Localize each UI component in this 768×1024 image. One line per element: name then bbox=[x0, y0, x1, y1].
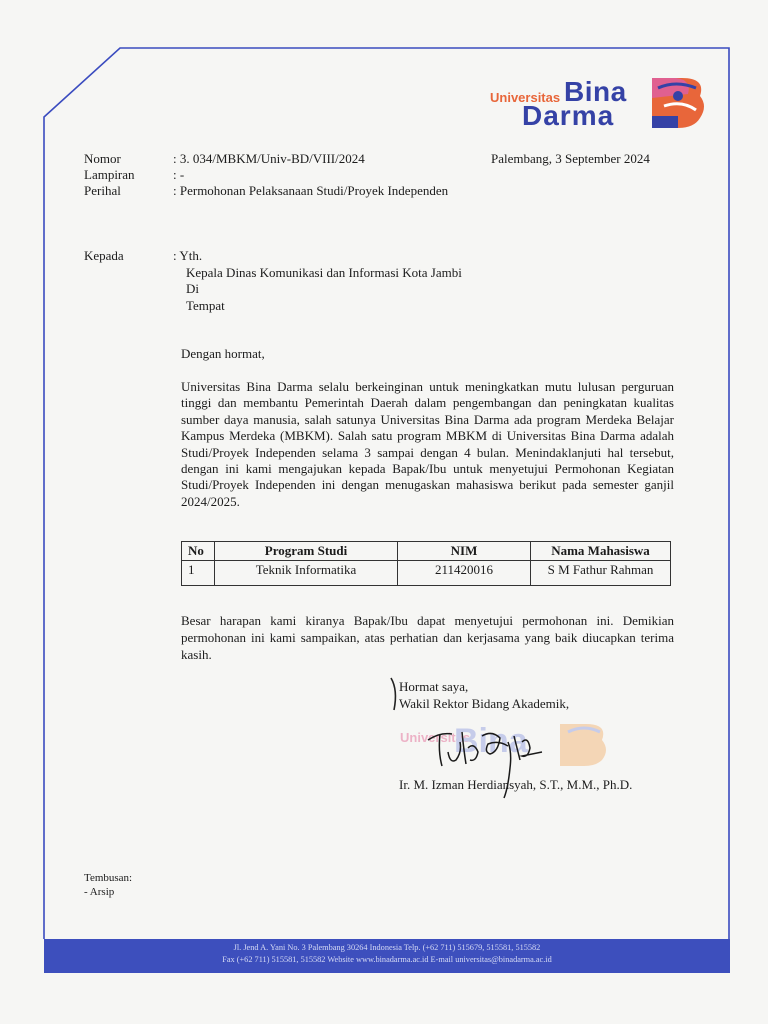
cell-nama-mahasiswa: S M Fathur Rahman bbox=[531, 561, 671, 586]
footer-address: Jl. Jend A. Yani No. 3 Palembang 30264 Indonesia Telp. (+62 711) 515679, 515581, 515582 bbox=[233, 943, 541, 952]
cell-nim: 211420016 bbox=[398, 561, 531, 586]
table-header-row bbox=[182, 542, 671, 561]
header-nim: NIM bbox=[398, 542, 531, 561]
logo-word-darma: Darma bbox=[522, 100, 615, 131]
signature-title: Wakil Rektor Bidang Akademik, bbox=[399, 696, 570, 711]
label-lampiran: Lampiran bbox=[84, 167, 135, 182]
header-no: No bbox=[182, 542, 215, 561]
logo-prefix: Universitas bbox=[490, 90, 561, 105]
place-date: Palembang, 3 September 2024 bbox=[491, 151, 650, 166]
recipient-line-2: Di bbox=[186, 281, 199, 296]
value-nomor: : 3. 034/MBKM/Univ-BD/VIII/2024 bbox=[173, 151, 365, 166]
label-nomor: Nomor bbox=[84, 151, 121, 166]
tembusan-label: Tembusan: bbox=[84, 872, 133, 884]
table-row bbox=[182, 561, 671, 586]
value-perihal: : Permohonan Pelaksanaan Studi/Proyek Independen bbox=[173, 183, 449, 198]
header-program-studi: Program Studi bbox=[215, 542, 398, 561]
university-logo bbox=[486, 76, 712, 132]
signatory-name: Ir. M. Izman Herdiansyah, S.T., M.M., Ph.D. bbox=[399, 777, 633, 792]
footer-contact: Fax (+62 711) 515581, 515582 Website www.binadarma.ac.id E-mail universitas@binadarma.ac.id bbox=[222, 955, 552, 964]
header-nama-mahasiswa: Nama Mahasiswa bbox=[531, 542, 671, 561]
label-perihal: Perihal bbox=[84, 183, 121, 198]
signature-tick-mark bbox=[388, 676, 402, 712]
logo-emblem-icon bbox=[648, 76, 710, 130]
label-kepada: Kepada bbox=[84, 248, 124, 263]
value-kepada: : Yth. bbox=[173, 248, 203, 263]
recipient-line-3: Tempat bbox=[186, 298, 225, 313]
tembusan-item: - Arsip bbox=[84, 886, 115, 898]
body-paragraph: Universitas Bina Darma selalu berkeinginan untuk meningkatkan mutu lulusan perguruan tinggi dan membantu Pemerintah Daerah dalam pengembangan dan peningkatan kualitas sumber daya manusia, salah satunya Universitas Bina Darma ada program Merdeka Belajar Kampus Merdeka (MBKM). Salah satu program MBKM di Universitas Bina Darma adalah Studi/Proyek Independen selama 3 sampai dengan 4 bulan. Menindaklanjuti hal tersebut, dengan ini kami mengajukan kepada Bapak/Ibu untuk menyetujui Permohonan Kegiatan Studi/Proyek Independen ini dengan menugaskan mahasiswa berikut pada semester ganjil 2024/2025. bbox=[181, 379, 674, 509]
stamp-word: Bina bbox=[454, 722, 528, 760]
stamp-prefix: Universitas bbox=[400, 730, 471, 745]
greeting: Dengan hormat, bbox=[181, 346, 265, 361]
cell-program-studi: Teknik Informatika bbox=[215, 561, 398, 586]
recipient-line-1: Kepala Dinas Komunikasi dan Informasi Kota Jambi bbox=[186, 265, 462, 280]
student-table bbox=[181, 541, 671, 586]
closing-paragraph: Besar harapan kami kiranya Bapak/Ibu dapat menyetujui permohonan ini. Demikian permohonan ini kami sampaikan, atas perhatian dan kerjasama yang baik diucapkan terima kasih. bbox=[181, 613, 674, 662]
signature-greeting: Hormat saya, bbox=[399, 679, 469, 694]
cell-no: 1 bbox=[182, 561, 215, 586]
value-lampiran: : - bbox=[173, 167, 185, 182]
stamp-emblem-icon bbox=[558, 722, 610, 768]
logo-word-bina: Bina bbox=[564, 76, 627, 107]
